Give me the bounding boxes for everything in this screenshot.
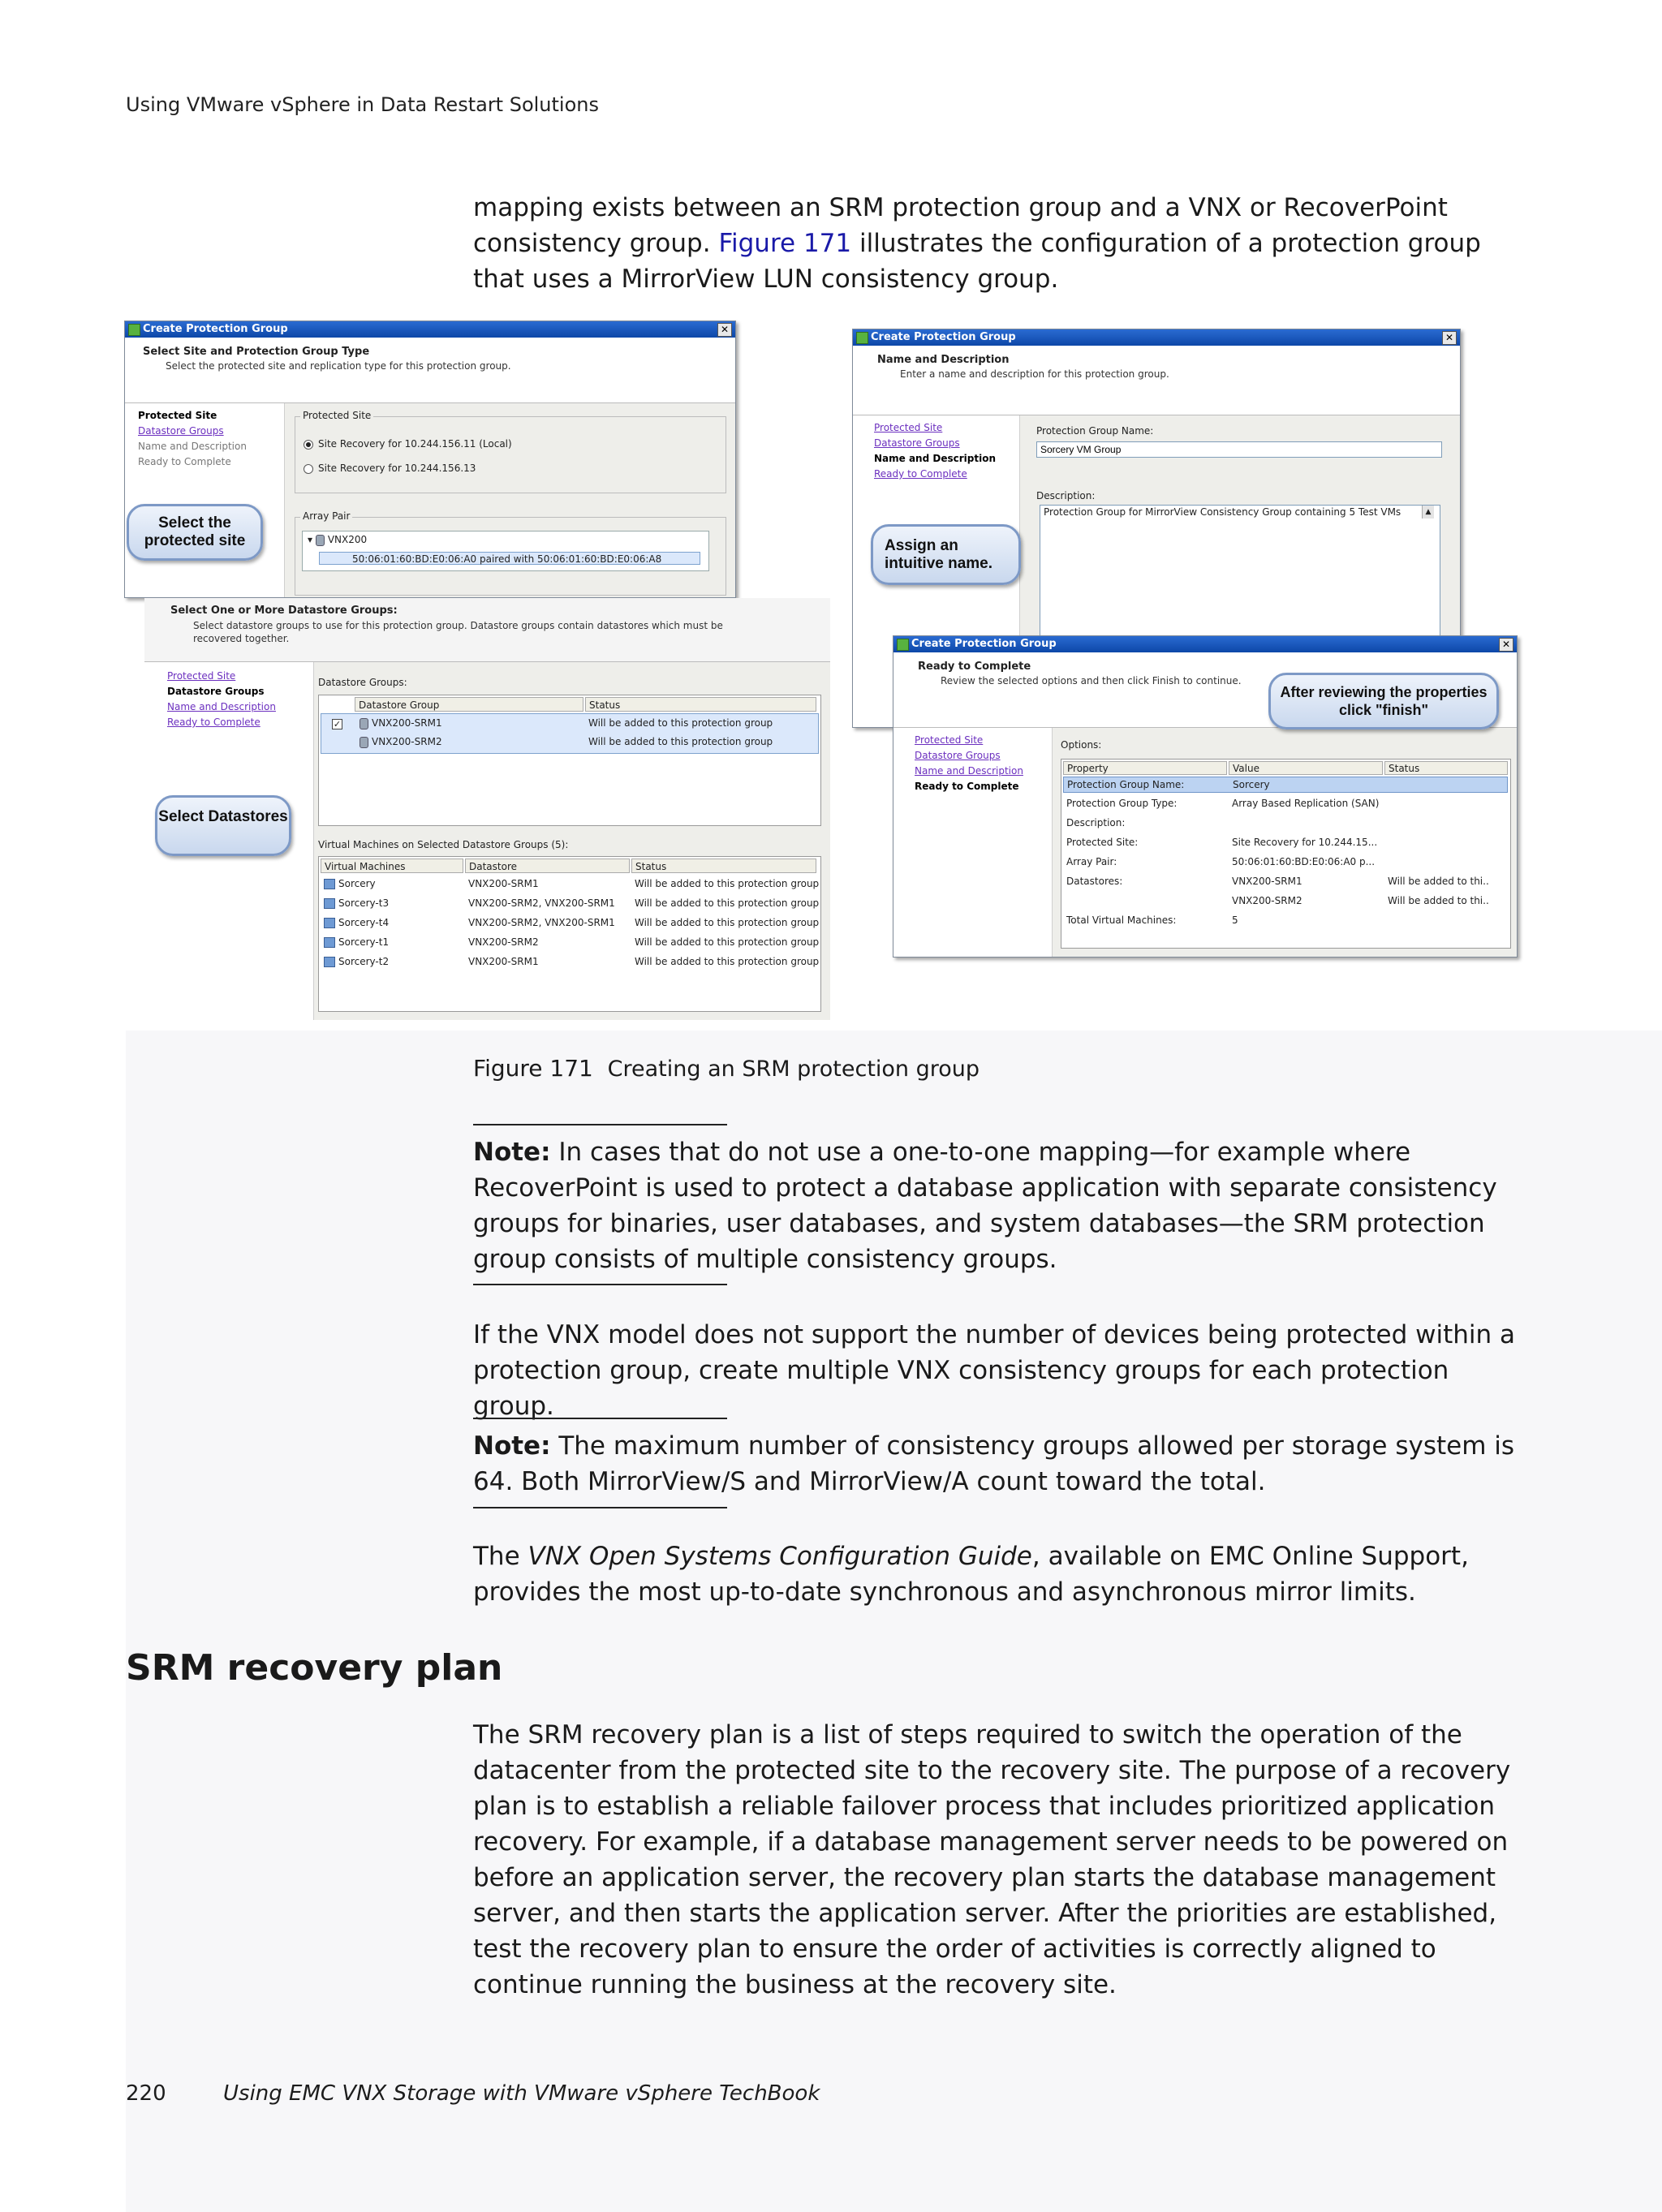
description-label: Description: bbox=[1036, 490, 1096, 501]
vm-datastore: VNX200-SRM1 bbox=[468, 878, 539, 889]
array-icon bbox=[316, 535, 325, 546]
callout-assign-name: Assign an intuitive name. bbox=[871, 524, 1021, 585]
vm-row[interactable] bbox=[321, 896, 820, 912]
col-vm-status[interactable]: Status bbox=[631, 859, 816, 873]
name-label: Protection Group Name: bbox=[1036, 425, 1154, 437]
array-pair-list bbox=[302, 531, 709, 571]
datastore-groups-label: Datastore Groups: bbox=[318, 677, 407, 688]
option-value: Site Recovery for 10.244.15... bbox=[1232, 837, 1378, 848]
col-status[interactable]: Status bbox=[1384, 761, 1508, 775]
dialog-title-bar bbox=[853, 329, 1460, 346]
protected-site-legend: Protected Site bbox=[300, 410, 373, 421]
option-row[interactable] bbox=[1063, 893, 1508, 910]
figure-link[interactable]: Figure 171 bbox=[718, 229, 852, 258]
option-value: 5 bbox=[1232, 914, 1238, 926]
nav-ready-complete[interactable]: Ready to Complete bbox=[874, 468, 967, 480]
nav-datastore-groups[interactable]: Datastore Groups bbox=[138, 425, 224, 437]
group-row-1-status: Will be added to this protection group bbox=[588, 717, 773, 729]
option-property: Protection Group Name: bbox=[1067, 779, 1185, 790]
vm-name: Sorcery-t4 bbox=[324, 917, 389, 928]
option-value: Sorcery bbox=[1233, 779, 1270, 790]
group-row-2-name[interactable]: VNX200-SRM2 bbox=[360, 736, 442, 748]
option-value: VNX200-SRM1 bbox=[1232, 876, 1302, 887]
nav-datastore-groups[interactable]: Datastore Groups bbox=[874, 437, 960, 449]
option-property: Array Pair: bbox=[1066, 856, 1117, 867]
dialog-title: Create Protection Group bbox=[911, 638, 1057, 650]
vm-datastore: VNX200-SRM1 bbox=[468, 956, 539, 967]
guide-paragraph bbox=[473, 1539, 1536, 1610]
options-grid bbox=[1061, 759, 1511, 949]
col-status[interactable]: Status bbox=[585, 697, 816, 712]
dialog-title: Create Protection Group bbox=[143, 323, 288, 335]
radio-icon bbox=[304, 464, 313, 474]
intro-text-2: illustrates the configuration of a protection group that uses a MirrorView LUN consistency group. bbox=[473, 229, 1481, 294]
note1-text: In cases that do not use a one-to-one mapping—for example where RecoverPoint is used to protect a database application with separate consistency groups for binaries, user databases, and system databases—the SRM protection group consists of multiple consistency groups. bbox=[473, 1138, 1497, 1274]
vm-datastore: VNX200-SRM2 bbox=[468, 936, 539, 948]
nav-ready-complete[interactable]: Ready to Complete bbox=[167, 717, 260, 728]
close-icon[interactable]: ✕ bbox=[717, 323, 732, 337]
close-icon[interactable]: ✕ bbox=[1499, 638, 1513, 652]
dialog-title-bar bbox=[125, 321, 735, 338]
nav-datastore-groups[interactable]: Datastore Groups bbox=[167, 686, 265, 697]
checkbox-checked-icon: ✓ bbox=[333, 719, 342, 729]
guide-post: , available on EMC Online Support, provides the most up-to-date synchronous and asynchronous mirror limits. bbox=[473, 1542, 1469, 1607]
radio-local-site[interactable]: Site Recovery for 10.244.156.11 (Local) bbox=[304, 438, 512, 450]
vm-status: Will be added to this protection group bbox=[635, 936, 820, 948]
vms-label: Virtual Machines on Selected Datastore Groups (5): bbox=[318, 839, 569, 850]
vm-name: Sorcery-t2 bbox=[324, 956, 389, 967]
col-datastore-group[interactable]: Datastore Group bbox=[355, 697, 583, 712]
option-value: 50:06:01:60:BD:E0:06:A0 p... bbox=[1232, 856, 1376, 867]
wizard-content bbox=[1053, 728, 1517, 957]
note1 bbox=[473, 1134, 1536, 1277]
nav-name-description: Name and Description bbox=[138, 441, 247, 452]
callout-finish: After reviewing the properties click "finish" bbox=[1268, 673, 1499, 729]
group-row-2-status: Will be added to this protection group bbox=[588, 736, 773, 747]
note1-bottom-rule bbox=[473, 1284, 727, 1285]
option-row[interactable] bbox=[1063, 777, 1508, 793]
guide-title: VNX Open Systems Configuration Guide bbox=[527, 1542, 1032, 1571]
dialog-title-bar bbox=[893, 636, 1517, 652]
section-title: SRM recovery plan bbox=[126, 1647, 503, 1689]
col-virtual-machines[interactable]: Virtual Machines bbox=[321, 859, 463, 873]
callout-select-datastores: Select Datastores bbox=[155, 795, 291, 856]
array-pair-legend: Array Pair bbox=[300, 510, 352, 522]
note2-label: Note: bbox=[473, 1431, 551, 1461]
step-heading: Select One or More Datastore Groups: bbox=[170, 605, 398, 617]
vm-icon bbox=[324, 957, 335, 967]
option-property: Protection Group Type: bbox=[1066, 798, 1178, 809]
option-row[interactable] bbox=[1063, 835, 1508, 851]
close-icon[interactable]: ✕ bbox=[1442, 331, 1457, 345]
vm-name: Sorcery bbox=[324, 878, 376, 889]
array-pair-row[interactable]: 50:06:01:60:BD:E0:06:A0 paired with 50:06:01:60:BD:E0:06:A8 bbox=[319, 552, 700, 565]
nav-ready-complete[interactable]: Ready to Complete bbox=[915, 781, 1019, 792]
vms-grid bbox=[318, 856, 821, 1012]
nav-datastore-groups[interactable]: Datastore Groups bbox=[915, 750, 1001, 761]
vm-status: Will be added to this protection group bbox=[635, 917, 820, 928]
protection-group-name-input[interactable] bbox=[1036, 441, 1442, 458]
vm-datastore: VNX200-SRM2, VNX200-SRM1 bbox=[468, 917, 615, 928]
option-row[interactable] bbox=[1063, 816, 1508, 832]
vm-icon bbox=[324, 898, 335, 909]
vm-datastore: VNX200-SRM2, VNX200-SRM1 bbox=[468, 897, 615, 909]
protected-site-group bbox=[295, 410, 726, 493]
option-value: Array Based Replication (SAN) bbox=[1232, 798, 1380, 809]
guide-pre: The bbox=[473, 1542, 520, 1571]
caption-text: Creating an SRM protection group bbox=[607, 1057, 980, 1082]
option-status: Will be added to thi.. bbox=[1388, 895, 1489, 906]
step-subtitle: Select the protected site and replication type for this protection group. bbox=[166, 360, 511, 372]
vnx-paragraph: If the VNX model does not support the number of devices being protected within a protection group, create multiple VNX consistency groups for each protection group. bbox=[473, 1320, 1516, 1421]
step-heading: Name and Description bbox=[877, 354, 1010, 366]
step-subtitle: Enter a name and description for this protection group. bbox=[900, 368, 1169, 380]
dialog-datastore-groups bbox=[144, 598, 830, 1020]
intro-paragraph bbox=[473, 190, 1536, 297]
option-value: VNX200-SRM2 bbox=[1232, 895, 1302, 906]
wizard-nav bbox=[893, 728, 1053, 957]
figure-caption bbox=[473, 1055, 980, 1082]
datastore-icon bbox=[360, 737, 368, 748]
description-value: Protection Group for MirrorView Consistency Group containing 5 Test VMs bbox=[1044, 506, 1402, 518]
group-row-1-name[interactable]: VNX200-SRM1 bbox=[360, 717, 442, 729]
vm-row[interactable] bbox=[321, 954, 820, 970]
dialog-select-site bbox=[124, 321, 736, 598]
options-label: Options: bbox=[1061, 739, 1102, 751]
vm-row[interactable] bbox=[321, 915, 820, 932]
option-row[interactable] bbox=[1063, 913, 1508, 929]
note2 bbox=[473, 1428, 1536, 1500]
option-property: Description: bbox=[1066, 817, 1126, 828]
vm-icon bbox=[324, 937, 335, 948]
radio-selected-icon bbox=[304, 440, 313, 450]
vm-name: Sorcery-t3 bbox=[324, 897, 389, 909]
nav-ready-complete: Ready to Complete bbox=[138, 456, 231, 467]
dialog-ready-complete bbox=[893, 635, 1518, 958]
datastore-icon bbox=[360, 718, 368, 729]
step-heading: Select Site and Protection Group Type bbox=[143, 346, 370, 358]
wizard-icon bbox=[897, 639, 909, 651]
wizard-nav bbox=[125, 403, 285, 597]
array-item[interactable]: ▾ VNX200 bbox=[308, 534, 368, 545]
wizard-content bbox=[314, 662, 830, 1020]
nav-protected-site[interactable]: Protected Site bbox=[138, 410, 217, 421]
nav-protected-site[interactable]: Protected Site bbox=[874, 422, 943, 433]
nav-name-description[interactable]: Name and Description bbox=[167, 701, 276, 712]
option-row[interactable] bbox=[1063, 796, 1508, 812]
nav-name-description[interactable]: Name and Description bbox=[874, 453, 996, 464]
option-status: Will be added to thi.. bbox=[1388, 876, 1489, 887]
step-subtitle: Select datastore groups to use for this protection group. Datastore groups contain datastores which must be recovered together. bbox=[193, 620, 723, 644]
vm-name: Sorcery-t1 bbox=[324, 936, 389, 948]
intro-text-1: mapping exists between an SRM protection group and a VNX or RecoverPoint consistency group. bbox=[473, 193, 1448, 258]
callout-select-site: Select the protected site bbox=[127, 504, 263, 561]
radio-remote-site[interactable]: Site Recovery for 10.244.156.13 bbox=[304, 463, 476, 474]
vm-status: Will be added to this protection group bbox=[635, 956, 820, 967]
recovery-plan-paragraph: The SRM recovery plan is a list of steps required to switch the operation of the datacenter from the protected site to the recovery site. The purpose of a recovery plan is to establish a reliable failover process that includes prioritized application recovery. For example, if a database management server needs to be powered on before an application server, the recovery plan starts the database management server, and then starts the application server. After the priorities are established, test the recovery plan to ensure the order of activities is correctly aligned to continue running the business at the recovery site. bbox=[473, 1720, 1511, 1999]
option-row[interactable] bbox=[1063, 854, 1508, 871]
note1-top-rule bbox=[473, 1124, 727, 1125]
step-subtitle: Review the selected options and then click Finish to continue. bbox=[941, 675, 1242, 686]
nav-protected-site[interactable]: Protected Site bbox=[167, 670, 236, 682]
page-number: 220 bbox=[126, 2081, 166, 2106]
vm-status: Will be added to this protection group bbox=[635, 878, 820, 889]
description-textarea[interactable] bbox=[1040, 505, 1440, 646]
vm-icon bbox=[324, 918, 335, 928]
vm-row[interactable] bbox=[321, 935, 820, 951]
dialog-title: Create Protection Group bbox=[871, 331, 1016, 343]
col-value[interactable]: Value bbox=[1229, 761, 1383, 775]
nav-protected-site[interactable]: Protected Site bbox=[915, 734, 984, 746]
footer-book-title: Using EMC VNX Storage with VMware vSphere TechBook bbox=[223, 2081, 820, 2106]
note2-text: The maximum number of consistency groups allowed per storage system is 64. Both MirrorView/S and MirrorView/A count toward the total. bbox=[473, 1431, 1515, 1496]
option-property: Datastores: bbox=[1066, 876, 1123, 887]
vm-icon bbox=[324, 879, 335, 889]
note1-label: Note: bbox=[473, 1138, 551, 1167]
note2-top-rule bbox=[473, 1418, 727, 1419]
nav-name-description[interactable]: Name and Description bbox=[915, 765, 1023, 777]
array-pair-group bbox=[295, 510, 726, 596]
option-property: Protected Site: bbox=[1066, 837, 1139, 848]
group-checkbox[interactable] bbox=[332, 718, 342, 730]
option-row[interactable] bbox=[1063, 874, 1508, 890]
col-property[interactable]: Property bbox=[1063, 761, 1227, 775]
option-property: Total Virtual Machines: bbox=[1066, 914, 1177, 926]
datastore-groups-grid bbox=[318, 695, 821, 826]
caption-label: Figure 171 bbox=[473, 1055, 593, 1082]
wizard-icon bbox=[128, 324, 140, 336]
scroll-up-icon[interactable]: ▲ bbox=[1422, 506, 1434, 519]
note2-bottom-rule bbox=[473, 1507, 727, 1508]
vm-status: Will be added to this protection group bbox=[635, 897, 820, 909]
running-header: Using VMware vSphere in Data Restart Solutions bbox=[126, 93, 599, 116]
wizard-icon bbox=[856, 332, 868, 344]
wizard-content bbox=[285, 403, 735, 597]
col-datastore[interactable]: Datastore bbox=[465, 859, 630, 873]
step-heading: Ready to Complete bbox=[918, 661, 1031, 673]
vm-row[interactable] bbox=[321, 876, 820, 893]
